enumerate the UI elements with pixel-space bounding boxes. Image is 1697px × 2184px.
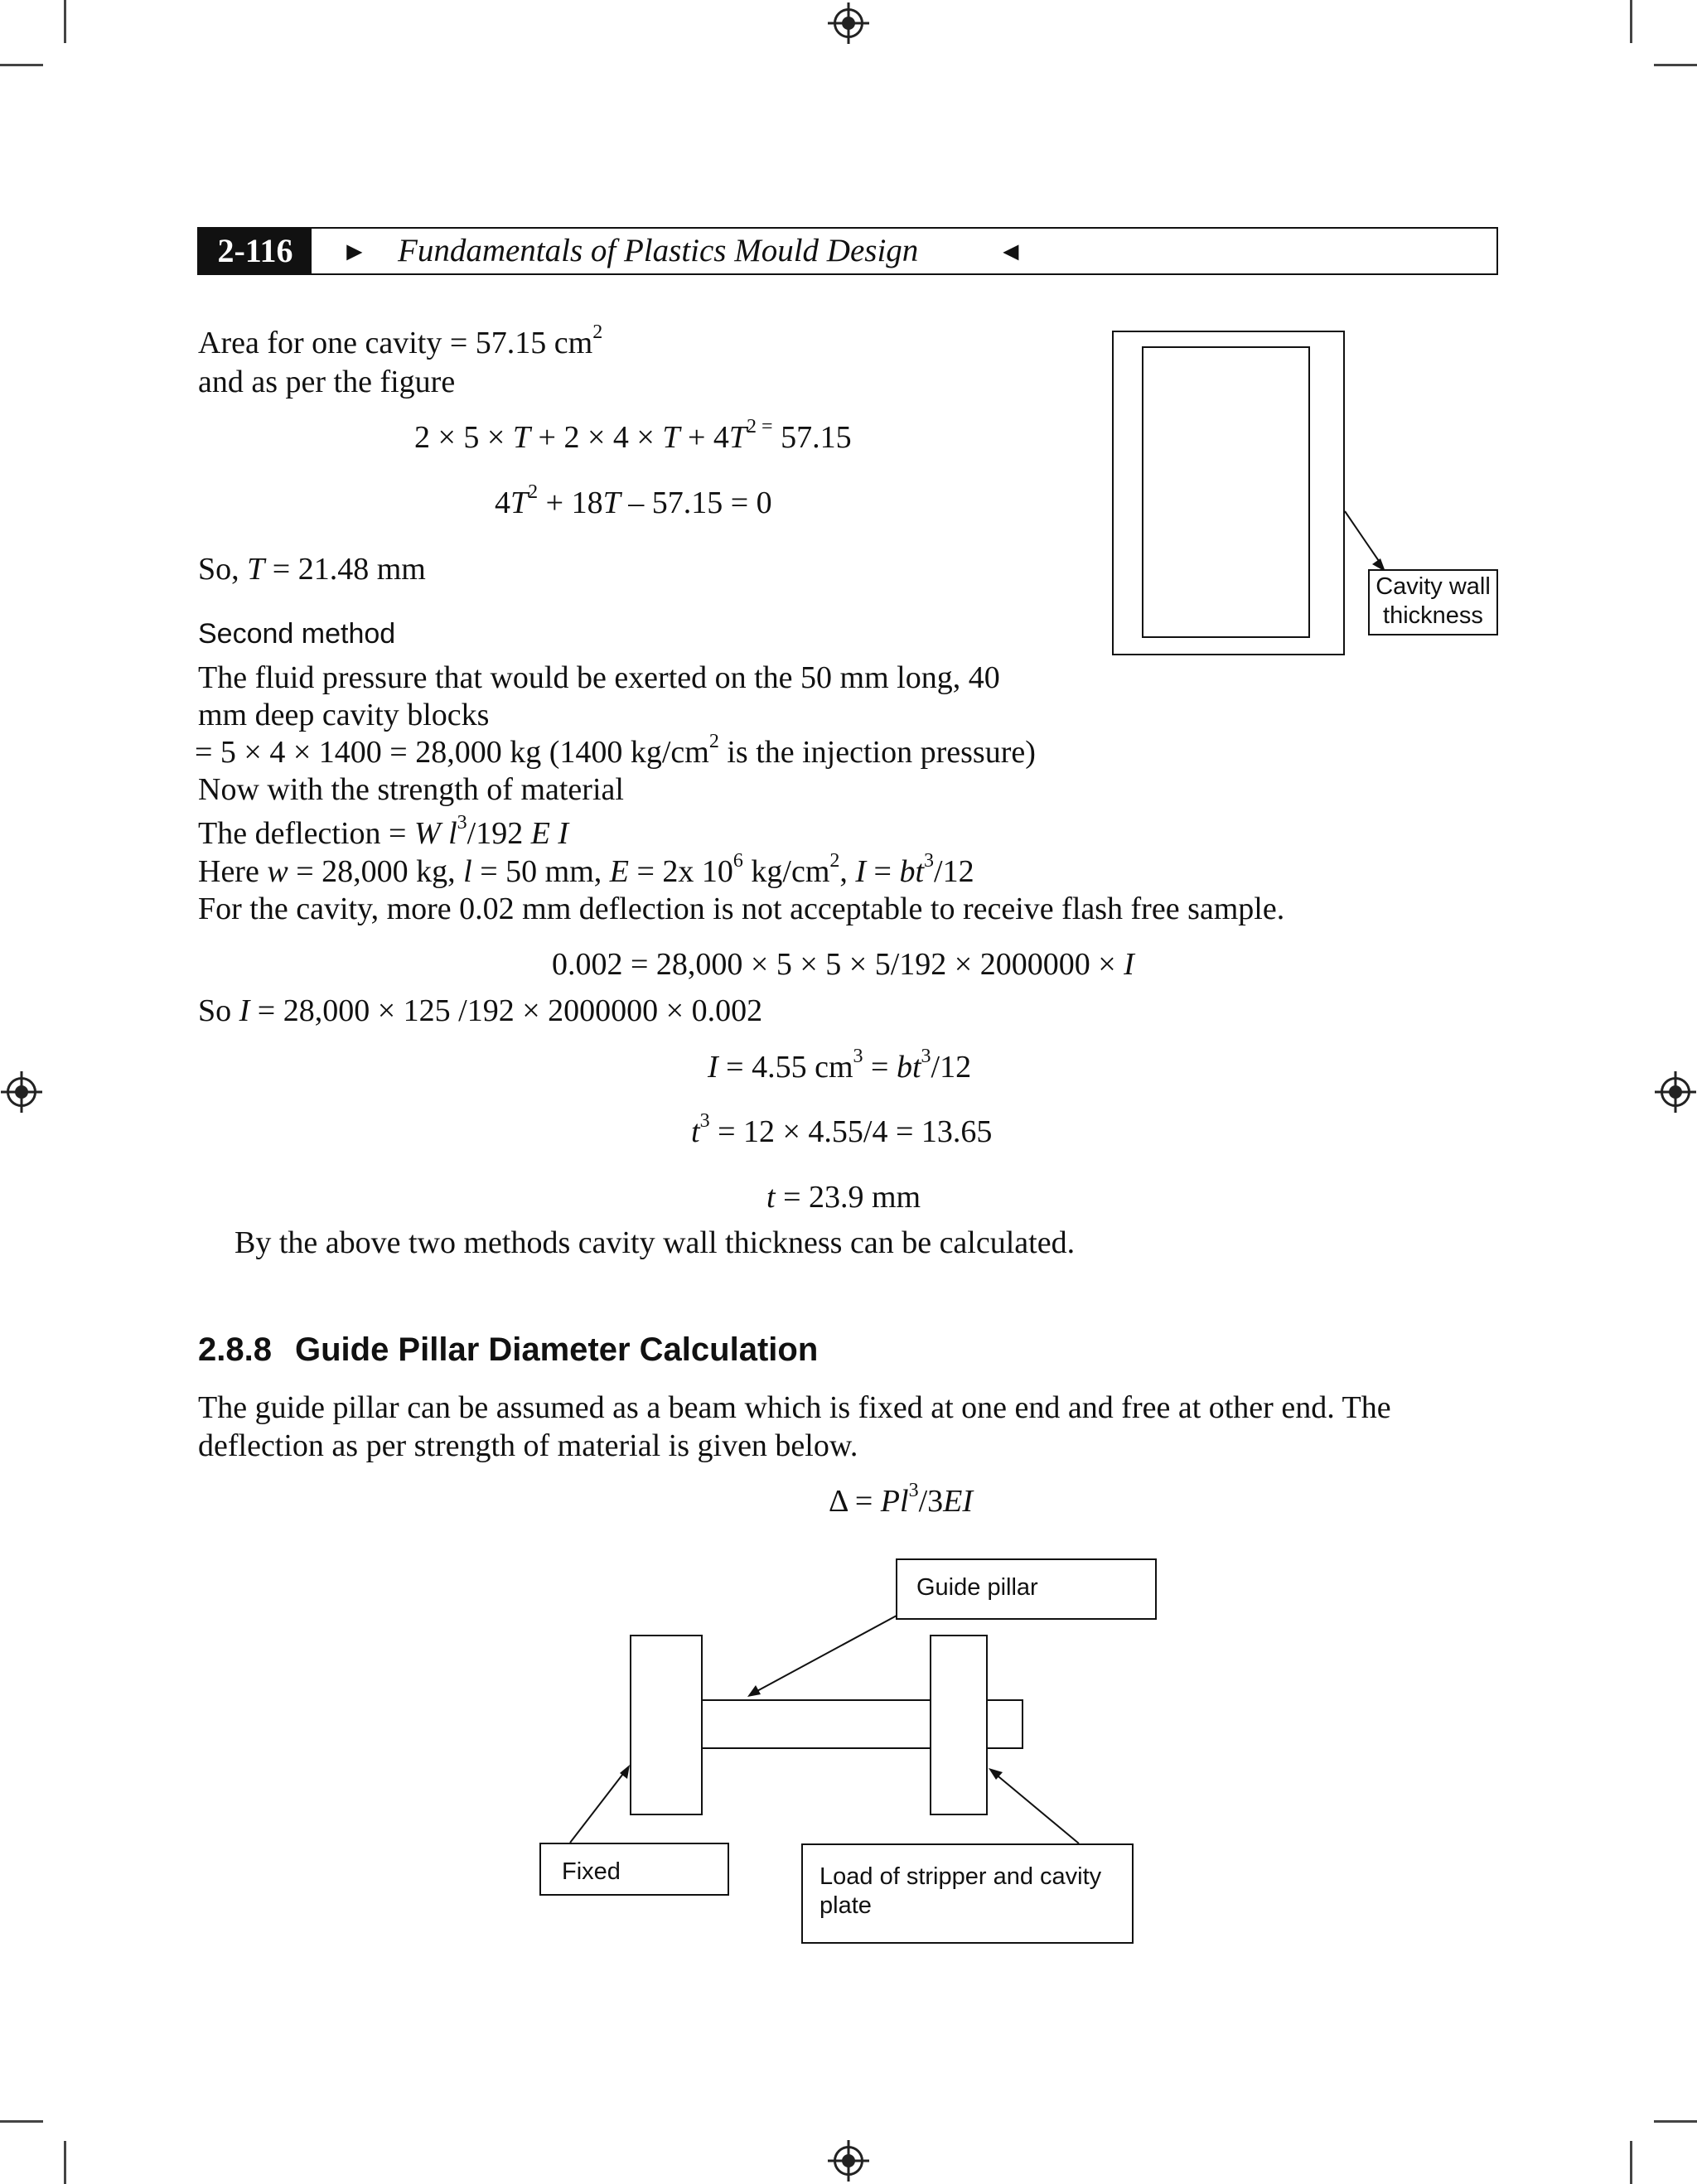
equation-2: $4T^2 + 18T - 57.15 = 0$ [495, 481, 772, 520]
section-paragraph-line: The guide pillar can be assumed as a beam which is fixed at one end and free at other end. The [198, 1390, 1391, 1425]
variables-line: Here w = 28,000 kg, l = 50 mm, E = 2x $10^6$ $kg/cm^2$, $I = bt^3/12$ [198, 850, 974, 889]
cavity-wall-leader-line [1345, 511, 1380, 563]
load-leader-line [994, 1773, 1079, 1843]
figure-reference-line: and as per the figure [198, 365, 456, 399]
guide-pillar-arrowhead [747, 1685, 761, 1697]
fixed-label: Fixed [562, 1858, 621, 1885]
fixed-leader-line [570, 1771, 626, 1843]
method2-paragraph-line: mm deep cavity blocks [198, 698, 490, 732]
area-line: Area for one cavity = 57.15 $cm^2$ [198, 321, 603, 360]
equation-4: So I = 28,000 × 125 /192 × 2000000 × 0.002 [198, 993, 763, 1028]
equation-6: $t^3 = 12 \times 4.55/4 = 13.65$ [691, 1110, 993, 1149]
equation-7: t = 23.9 mm [766, 1180, 921, 1215]
equation-3: 0.002 = 28,000 × 5 × 5 × 5/192 × 2000000 × I [552, 947, 1134, 982]
equation-1: $2 \times 5 \times T + 2 \times 4 \times T + 4T^{2 =}$ 57.15 [414, 416, 852, 455]
header-arrow-left-icon: ► [341, 236, 368, 266]
result-line: So, T = 21.48 mm [198, 552, 426, 587]
book-title: Fundamentals of Plastics Mould Design [398, 233, 919, 268]
section-paragraph-line: deflection as per strength of material is given below. [198, 1428, 858, 1463]
cantilever-formula: $\Delta = Pl^3/3EI$ [829, 1480, 973, 1519]
method2-paragraph-line: For the cavity, more 0.02 mm deflection is not acceptable to receive flash free sample. [198, 891, 1285, 926]
load-label: Load of stripper and cavity plate [819, 1863, 1102, 1919]
fixed-plate [630, 1635, 703, 1815]
guide-pillar-label: Guide pillar [916, 1574, 1038, 1601]
section-title: Guide Pillar Diameter Calculation [294, 1331, 819, 1368]
cavity-wall-label: Cavity wall thickness [1375, 573, 1491, 629]
section-heading [198, 1331, 818, 1369]
method2-pressure-line: = 5 × 4 × 1400 = 28,000 kg (1400 $kg/cm^2$ is the injection pressure) [195, 731, 1036, 770]
equation-5: I = 4.55 $cm^3 = bt^3/12$ [708, 1046, 972, 1085]
second-method-heading: Second method [198, 618, 396, 650]
header-arrow-right-icon: ◄ [998, 236, 1024, 266]
page-number: 2-116 [199, 229, 312, 273]
section-number: 2.8.8 [198, 1331, 272, 1368]
conclusion-line: By the above two methods cavity wall thickness can be calculated. [234, 1225, 1076, 1260]
deflection-formula-line: The deflection = W $l^3/192$ E I [198, 812, 569, 851]
stripper-cavity-plate [930, 1635, 988, 1815]
method2-paragraph-line: The fluid pressure that would be exerted on the 50 mm long, 40 [198, 660, 1000, 695]
method2-paragraph-line: Now with the strength of material [198, 772, 624, 807]
guide-pillar-leader-line [754, 1616, 897, 1693]
